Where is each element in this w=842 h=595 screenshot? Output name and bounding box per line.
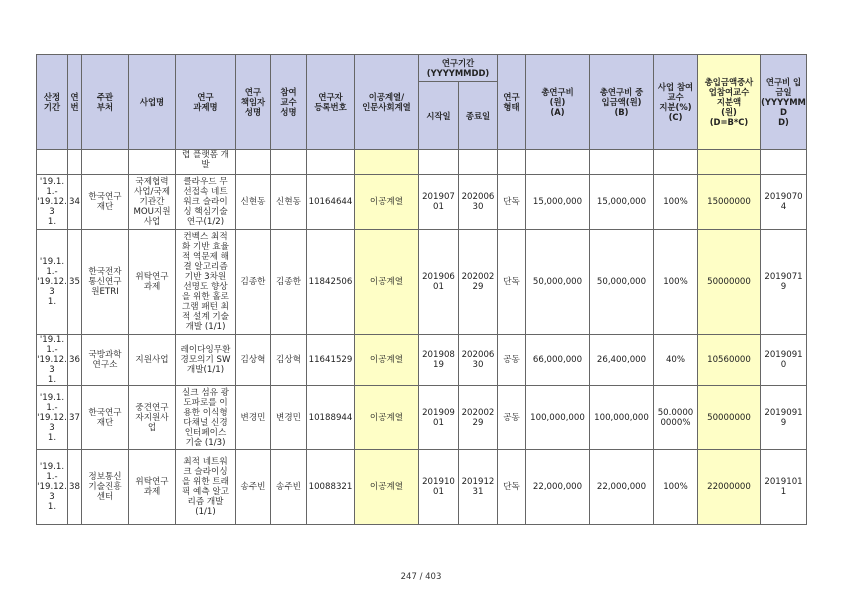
- cell-subject: 클라우드 무 선접속 네트 워크 슬라이 싱 핵심기술 연구(1/2): [176, 175, 236, 230]
- page-number: 247 / 403: [400, 572, 442, 582]
- cell-inflow: 26,400,000: [590, 335, 654, 386]
- cell-pi: 송주빈: [236, 450, 271, 525]
- cell-no: 35: [68, 230, 82, 335]
- cell-no: 38: [68, 450, 82, 525]
- cell-share-amount: 50000000: [698, 386, 761, 450]
- cell-share: 50.0000 0000%: [654, 386, 698, 450]
- cell-inflow: 50,000,000: [590, 230, 654, 335]
- header-share: 사업 참여 교수 지분(%) (C): [654, 55, 698, 150]
- cell-type: 단독: [498, 450, 526, 525]
- cell-participant: 변경민: [271, 386, 307, 450]
- cell-subject: 레이다잉무환 경모의기 SW 개발(1/1): [176, 335, 236, 386]
- table-row-continued: [37, 150, 807, 175]
- cell-program: 중견연구 자지원사 업: [129, 386, 176, 450]
- cell-share: 40%: [654, 335, 698, 386]
- cell-deposit-date: 2019071 9: [761, 230, 807, 335]
- cell-subject: 실크 섬유 광 도파로를 이 용한 이식형 다채널 신경 인터페이스 기술 (1/3): [176, 386, 236, 450]
- header-period: 산정 기간: [37, 55, 68, 150]
- cell-inflow: 15,000,000: [590, 175, 654, 230]
- header-end: 종료일: [459, 82, 498, 150]
- header-program: 사업명: [129, 55, 176, 150]
- cell-dept: 한국전자 통신연구 원ETRI: [82, 230, 129, 335]
- cell-start: 201910 01: [419, 450, 459, 525]
- cell-end: 202006 30: [459, 175, 498, 230]
- header-type: 연구 형태: [498, 55, 526, 150]
- cell-share-amount: 50000000: [698, 230, 761, 335]
- cell-deposit-date: 2019091 0: [761, 335, 807, 386]
- cell-share: 100%: [654, 230, 698, 335]
- cell-period: '19.1.1.- '19.12.3 1.: [37, 175, 68, 230]
- cell-reg-no: 10164644: [307, 175, 355, 230]
- cell-field: 이공계열: [355, 450, 419, 525]
- cell-total: 50,000,000: [526, 230, 590, 335]
- header-total: 총연구비 (원) (A): [526, 55, 590, 150]
- cell-end: 201912 31: [459, 450, 498, 525]
- cell-share-amount: 15000000: [698, 175, 761, 230]
- cell-share-amount: 22000000: [698, 450, 761, 525]
- cell-start: 201906 01: [419, 230, 459, 335]
- cell-dept: 한국연구 재단: [82, 386, 129, 450]
- cell-start: 201908 19: [419, 335, 459, 386]
- cell-deposit-date: 2019101 1: [761, 450, 807, 525]
- cell-participant: 김상혁: [271, 335, 307, 386]
- cell-reg-no: 10088321: [307, 450, 355, 525]
- header-no: 연 번: [68, 55, 82, 150]
- cell-inflow: 100,000,000: [590, 386, 654, 450]
- header-start: 시작일: [419, 82, 459, 150]
- cell-no: 36: [68, 335, 82, 386]
- cell-participant: 신현동: [271, 175, 307, 230]
- cell-type: 공동: [498, 335, 526, 386]
- cell-dept: 한국연구 재단: [82, 175, 129, 230]
- cell-end: 202002 29: [459, 230, 498, 335]
- header-pi: 연구 책임자 성명: [236, 55, 271, 150]
- cell-period: '19.1.1.- '19.12.3 1.: [37, 450, 68, 525]
- cell-participant: 송주빈: [271, 450, 307, 525]
- cell-subject: 렵 플랫폼 개 발: [176, 150, 236, 175]
- cell-end: 202002 29: [459, 386, 498, 450]
- cell-type: 공동: [498, 386, 526, 450]
- table-row: [37, 175, 807, 230]
- header-field: 이공계열/ 인문사회계열: [355, 55, 419, 150]
- cell-pi: 김종한: [236, 230, 271, 335]
- table-row: [37, 230, 807, 335]
- cell-field: 이공계열: [355, 175, 419, 230]
- cell-type: 단독: [498, 230, 526, 335]
- header-term: 연구기간 (YYYYMMDD): [419, 55, 498, 82]
- cell-field: 이공계열: [355, 386, 419, 450]
- cell-pi: 김상혁: [236, 335, 271, 386]
- cell-total: 100,000,000: [526, 386, 590, 450]
- header-dept: 주관 부처: [82, 55, 129, 150]
- header-deposit-date: 연구비 입 금일 (YYYYMMD D): [761, 55, 807, 150]
- cell-inflow: 22,000,000: [590, 450, 654, 525]
- cell-type: 단독: [498, 175, 526, 230]
- cell-total: 66,000,000: [526, 335, 590, 386]
- cell-subject: 최적 네트워 크 슬라이싱 을 위한 트래 픽 예측 알고 리즘 개발 (1/1): [176, 450, 236, 525]
- cell-pi: 신현동: [236, 175, 271, 230]
- cell-no: 37: [68, 386, 82, 450]
- cell-program: 지원사업: [129, 335, 176, 386]
- cell-reg-no: 10188944: [307, 386, 355, 450]
- cell-start: 201907 01: [419, 175, 459, 230]
- cell-program: 국제협력 사업/국제 기관간 MOU지원 사업: [129, 175, 176, 230]
- cell-start: 201909 01: [419, 386, 459, 450]
- cell-end: 202006 30: [459, 335, 498, 386]
- table-row: [37, 386, 807, 450]
- cell-pi: 변경민: [236, 386, 271, 450]
- cell-share-amount: 10560000: [698, 335, 761, 386]
- cell-share: 100%: [654, 175, 698, 230]
- cell-program: 위탁연구 과제: [129, 450, 176, 525]
- cell-total: 22,000,000: [526, 450, 590, 525]
- cell-deposit-date: 2019091 9: [761, 386, 807, 450]
- header-participant: 참여 교수 성명: [271, 55, 307, 150]
- cell-share: 100%: [654, 450, 698, 525]
- header-subject: 연구 과제명: [176, 55, 236, 150]
- table-row: [37, 335, 807, 386]
- cell-period: '19.1.1.- '19.12.3 1.: [37, 230, 68, 335]
- table-row: [37, 450, 807, 525]
- cell-deposit-date: 2019070 4: [761, 175, 807, 230]
- cell-total: 15,000,000: [526, 175, 590, 230]
- cell-participant: 김종한: [271, 230, 307, 335]
- research-funding-table: [36, 54, 807, 525]
- cell-subject: 컨벡스 최적 화 기반 효율 적 역문제 해 결 알고리즘 기반 3차원 선명도 향상 을 위한 홀로 그램 패턴 최 적 설계 기술 개발 (1/1): [176, 230, 236, 335]
- cell-dept: 정보통신 기술진흥 센터: [82, 450, 129, 525]
- cell-dept: 국방과학 연구소: [82, 335, 129, 386]
- cell-reg-no: 11842506: [307, 230, 355, 335]
- cell-period: '19.1.1.- '19.12.3 1.: [37, 335, 67, 385]
- cell-field: 이공계열: [355, 335, 419, 386]
- cell-program: 위탁연구 과제: [129, 230, 176, 335]
- cell-reg-no: 11641529: [307, 335, 355, 386]
- header-inflow: 총연구비 중 입금액(원) (B): [590, 55, 654, 150]
- header-reg-no: 연구자 등록번호: [307, 55, 355, 150]
- cell-no: 34: [68, 175, 82, 230]
- cell-field: 이공계열: [355, 230, 419, 335]
- header-share-amount: 총입금액중사 업참여교수 지분액 (원) (D=B*C): [698, 55, 761, 150]
- cell-period: '19.1.1.- '19.12.3 1.: [37, 386, 68, 450]
